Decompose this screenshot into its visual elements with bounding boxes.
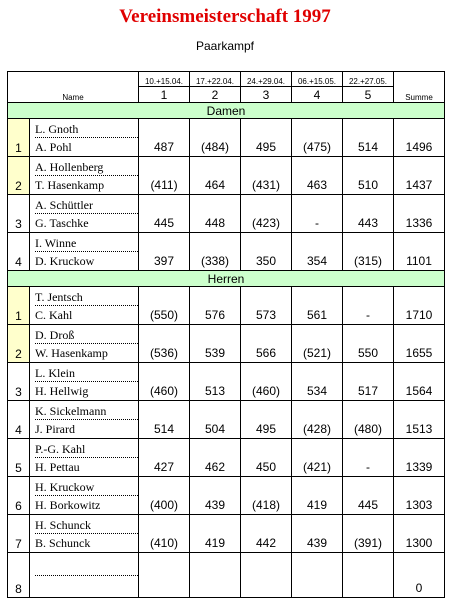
score-round-5: 443 <box>343 195 394 233</box>
sum-cell: 1437 <box>394 157 445 195</box>
score-round-1: 514 <box>139 401 190 439</box>
section-row <box>8 103 445 119</box>
score-round-2: 576 <box>190 287 241 325</box>
score-round-1: (411) <box>139 157 190 195</box>
score-round-4: (475) <box>292 119 343 157</box>
pair-names-cell <box>30 325 139 363</box>
score-round-2: (484) <box>190 119 241 157</box>
player-1-name: K. Sickelmann <box>35 402 138 420</box>
score-round-3 <box>241 553 292 598</box>
player-1-name: L. Klein <box>35 364 138 382</box>
date-header-1: 10.+15.04. <box>139 72 190 87</box>
player-2-name: A. Pohl <box>35 140 72 154</box>
player-2-name: G. Taschke <box>35 216 89 230</box>
score-round-1: 445 <box>139 195 190 233</box>
score-round-1: (460) <box>139 363 190 401</box>
sum-header: Summe <box>394 72 445 103</box>
score-round-4: - <box>292 195 343 233</box>
score-round-2 <box>190 553 241 598</box>
player-2-name: C. Kahl <box>35 308 73 322</box>
pair-names-cell <box>30 157 139 195</box>
score-round-3: 495 <box>241 119 292 157</box>
pair-names-cell <box>30 287 139 325</box>
score-round-2: 504 <box>190 401 241 439</box>
pair-names-cell <box>30 515 139 553</box>
player-1-name: P.-G. Kahl <box>35 440 138 458</box>
pair-names-cell <box>30 401 139 439</box>
round-header-2: 2 <box>190 87 241 103</box>
section-label: Damen <box>8 103 445 119</box>
pair-row <box>8 325 445 363</box>
player-2-name: B. Schunck <box>35 536 91 550</box>
rank-cell: 1 <box>8 119 30 157</box>
player-1-name: A. Hollenberg <box>35 158 138 176</box>
score-round-4: (428) <box>292 401 343 439</box>
pair-row <box>8 157 445 195</box>
score-round-2: 448 <box>190 195 241 233</box>
player-2-name: W. Hasenkamp <box>35 346 108 360</box>
pair-names-cell <box>30 477 139 515</box>
rank-cell: 3 <box>8 363 30 401</box>
score-round-1: (400) <box>139 477 190 515</box>
pair-row <box>8 195 445 233</box>
section-label: Herren <box>8 271 445 287</box>
sum-cell: 1496 <box>394 119 445 157</box>
document-subtitle: Paarkampf <box>195 39 255 53</box>
score-round-4: 354 <box>292 233 343 271</box>
score-round-3: 442 <box>241 515 292 553</box>
player-1-name: T. Jentsch <box>35 288 138 306</box>
sum-cell: 1300 <box>394 515 445 553</box>
score-round-2: (338) <box>190 233 241 271</box>
score-round-3: (431) <box>241 157 292 195</box>
sum-cell: 1513 <box>394 401 445 439</box>
score-round-5: 514 <box>343 119 394 157</box>
score-round-2: 439 <box>190 477 241 515</box>
score-round-2: 419 <box>190 515 241 553</box>
score-round-3: 350 <box>241 233 292 271</box>
date-header-3: 24.+29.04. <box>241 72 292 87</box>
score-round-3: 495 <box>241 401 292 439</box>
pair-row <box>8 477 445 515</box>
score-round-5: 550 <box>343 325 394 363</box>
pair-row <box>8 515 445 553</box>
player-2-name <box>35 576 138 593</box>
score-round-4: (521) <box>292 325 343 363</box>
sum-cell: 1655 <box>394 325 445 363</box>
header-dates-row <box>8 72 445 87</box>
rank-cell: 3 <box>8 195 30 233</box>
score-round-4: 463 <box>292 157 343 195</box>
rank-cell: 4 <box>8 401 30 439</box>
score-round-4: 419 <box>292 477 343 515</box>
sum-cell: 1710 <box>394 287 445 325</box>
rank-cell: 2 <box>8 157 30 195</box>
score-round-1: (410) <box>139 515 190 553</box>
date-header-4: 06.+15.05. <box>292 72 343 87</box>
pair-row <box>8 363 445 401</box>
rank-cell: 6 <box>8 477 30 515</box>
score-round-4: (421) <box>292 439 343 477</box>
score-round-4: 534 <box>292 363 343 401</box>
pair-row <box>8 553 445 598</box>
sum-cell: 1303 <box>394 477 445 515</box>
sum-cell: 0 <box>394 553 445 598</box>
score-round-4: 439 <box>292 515 343 553</box>
score-round-2: 462 <box>190 439 241 477</box>
sum-cell: 1336 <box>394 195 445 233</box>
score-round-5: 510 <box>343 157 394 195</box>
score-round-4 <box>292 553 343 598</box>
player-2-name: H. Borkowitz <box>35 498 101 512</box>
pair-names-cell <box>30 119 139 157</box>
player-1-name: H. Schunck <box>35 516 138 534</box>
score-round-2: 539 <box>190 325 241 363</box>
score-round-1: 397 <box>139 233 190 271</box>
pair-names-cell <box>30 553 139 598</box>
sum-cell: 1101 <box>394 233 445 271</box>
rank-cell: 5 <box>8 439 30 477</box>
pair-row <box>8 401 445 439</box>
round-header-4: 4 <box>292 87 343 103</box>
pair-row <box>8 233 445 271</box>
name-header: Name <box>8 72 139 103</box>
section-row <box>8 271 445 287</box>
score-round-1: 487 <box>139 119 190 157</box>
pair-names-cell <box>30 439 139 477</box>
rank-cell: 7 <box>8 515 30 553</box>
score-round-5: 445 <box>343 477 394 515</box>
player-2-name: H. Hellwig <box>35 384 89 398</box>
rank-cell: 2 <box>8 325 30 363</box>
score-round-3: (418) <box>241 477 292 515</box>
sum-cell: 1564 <box>394 363 445 401</box>
player-1-name: I. Winne <box>35 234 138 252</box>
score-round-5: - <box>343 439 394 477</box>
date-header-5: 22.+27.05. <box>343 72 394 87</box>
score-round-1: (550) <box>139 287 190 325</box>
rank-cell: 4 <box>8 233 30 271</box>
score-round-4: 561 <box>292 287 343 325</box>
pair-row <box>8 439 445 477</box>
rank-cell: 8 <box>8 553 30 598</box>
score-round-3: (423) <box>241 195 292 233</box>
score-round-3: (460) <box>241 363 292 401</box>
rank-cell: 1 <box>8 287 30 325</box>
player-1-name: A. Schüttler <box>35 196 138 214</box>
score-round-5: (480) <box>343 401 394 439</box>
pair-names-cell <box>30 233 139 271</box>
player-2-name: H. Pettau <box>35 460 80 474</box>
score-round-5: (315) <box>343 233 394 271</box>
pair-names-cell <box>30 363 139 401</box>
pair-row <box>8 287 445 325</box>
player-1-name: H. Kruckow <box>35 478 138 496</box>
pair-names-cell <box>30 195 139 233</box>
player-2-name: T. Hasenkamp <box>35 178 105 192</box>
round-header-1: 1 <box>139 87 190 103</box>
score-round-5: 517 <box>343 363 394 401</box>
round-header-3: 3 <box>241 87 292 103</box>
score-round-3: 450 <box>241 439 292 477</box>
sum-cell: 1339 <box>394 439 445 477</box>
player-1-name: D. Droß <box>35 326 138 344</box>
score-round-2: 513 <box>190 363 241 401</box>
player-1-name: L. Gnoth <box>35 120 138 138</box>
score-round-5 <box>343 553 394 598</box>
player-1-name <box>35 558 138 576</box>
player-2-name: J. Pirard <box>35 422 75 436</box>
document-title: Vereinsmeisterschaft 1997 <box>119 6 331 27</box>
round-header-5: 5 <box>343 87 394 103</box>
score-round-5: - <box>343 287 394 325</box>
score-round-1: (536) <box>139 325 190 363</box>
score-round-1 <box>139 553 190 598</box>
score-round-3: 573 <box>241 287 292 325</box>
player-2-name: D. Kruckow <box>35 254 95 268</box>
score-round-3: 566 <box>241 325 292 363</box>
score-round-2: 464 <box>190 157 241 195</box>
score-round-5: (391) <box>343 515 394 553</box>
results-table <box>7 71 445 598</box>
score-round-1: 427 <box>139 439 190 477</box>
date-header-2: 17.+22.04. <box>190 72 241 87</box>
pair-row <box>8 119 445 157</box>
